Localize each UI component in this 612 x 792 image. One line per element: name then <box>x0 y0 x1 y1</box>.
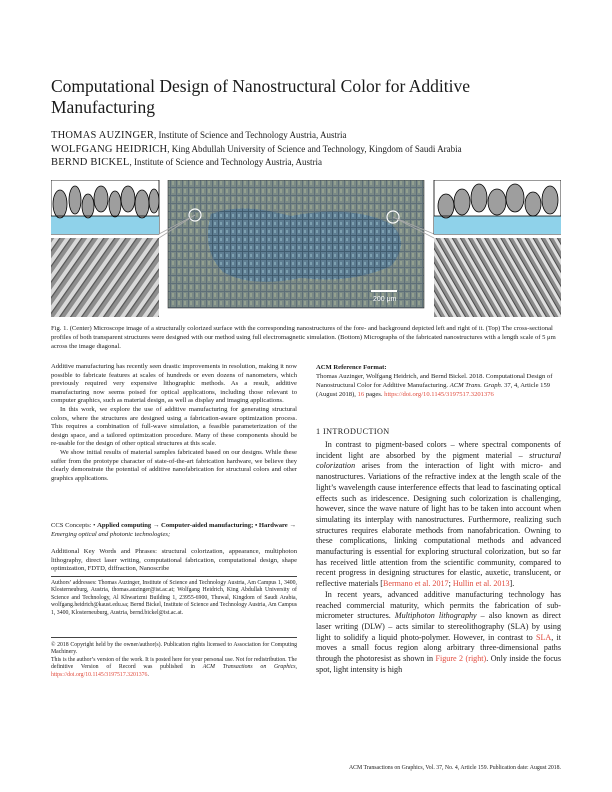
teaser-figure <box>51 180 561 317</box>
abstract-paragraph: In this work, we explore the use of additive manufacturing for generating structural colors, where the structures are designed using a fabrication-aware optimization process. This requires a combination of full-wave simulation, a feasible parameterization of the design space, and a tailored optimization procedure. Many of these components should be re-usable for the design of other optical structures at this scale. <box>51 405 297 448</box>
ccs-concept: • Hardware <box>254 522 288 529</box>
author-name: WOLFGANG HEIDRICH <box>51 143 168 155</box>
abstract <box>51 363 297 483</box>
center-microscope-image <box>159 180 434 308</box>
caption-text: (Center) Microscope image of a structurally colorized surface with the corresponding nanostructures of the fore- and background depicted left and right of it. (Top) The cross-sectional profiles of both transparent structures were designed with our method using full electromagnetic simulation. (Bottom) Micrographs of the fabricated nanostructures with a length scale of 5 μm across the image diagonal. <box>51 325 556 350</box>
left-cross-section <box>51 180 159 234</box>
figure-link[interactable]: Figure 2 (right) <box>435 654 487 664</box>
figure-caption <box>51 325 561 351</box>
copyright-line: This is the author’s version of the work. It is posted here for your personal use. Not for redistribution. The definitive Version of Record was published in ACM Transactions on Graphics, https://doi.org/10.1145/3197517.3201376. <box>51 656 297 678</box>
body-paragraph: In contrast to pigment-based colors – where spectral components of incident light are absorbed by the pigment material – structural colorization arises from the interaction of light with micro- and nanostructures. Variations of the refractive index at the length scale of the light’s wavelength cause interference effects that lead to fascinating optical effects such as iridescence. Designing such colorization is challenging, however, since the wave nature of light has to be taken into account when simulating its interplay with nanostructures. Furthermore, realizing such structures requires elaborate methods from nanofabrication. Owning to these complications, linking computational methods and advanced manufacturing is essential for exploring structural colorization, but so far has received little attention from the scientific community, compared to recent progress in designing structures for elastic, auxetic, translucent, or reflective materials [Bermano et al. 2017; Hullin et al. 2013]. <box>316 440 561 589</box>
keywords: Additional Key Words and Phrases: structural colorization, appearance, multiphoton lithography, direct laser writing, computational fabrication, computational design, shape optimization, FDTD, diffraction, Nanoscribe <box>51 548 297 573</box>
author-3 <box>51 156 591 170</box>
divider <box>51 637 297 638</box>
ccs-concept: → Emerging optical and photonic technologies; <box>51 522 296 538</box>
paper-title: Computational Design of Nanostructural Color for Additive Manufacturing <box>51 76 470 117</box>
author-name: THOMAS AUZINGER <box>51 130 155 141</box>
scale-bar <box>371 290 397 292</box>
introduction-text <box>316 440 561 675</box>
left-micrograph <box>51 238 159 317</box>
citation-link[interactable]: Bermano et al. 2017 <box>382 579 449 589</box>
caption-label: Fig. 1. <box>51 325 69 332</box>
page-footer: ACM Transactions on Graphics, Vol. 37, No. 4, Article 159. Publication date: August 2018. <box>348 765 561 771</box>
acronym-link[interactable]: SLA <box>535 632 552 642</box>
copyright-notice <box>51 642 297 679</box>
pages-link[interactable]: 16 <box>357 391 365 398</box>
author-affiliation: , Institute of Science and Technology Austria, Austria <box>154 130 347 140</box>
acm-reference: ACM Reference Format: Thomas Auzinger, Wolfgang Heidrich, and Bernd Bickel. 2018. Computational Design of Nanostructural Color for Additive Manufacturing. ACM Trans. Graph. 37, 4, Article 159 (August 2018), 16 pages. https://doi.org/10.1145/3197517.3201376 <box>316 363 561 399</box>
author-affiliation: , King Abdullah University of Science and Technology, Kingdom of Saudi Arabia <box>167 143 462 154</box>
reference-heading: ACM Reference Format: <box>316 364 387 371</box>
doi-link[interactable]: https://doi.org/10.1145/3197517.3201376 <box>384 391 494 398</box>
abstract-paragraph: We show initial results of material samples fabricated based on our designs. While these suffer from the prototype character of state-of-the-art fabrication hardware, we believe they clearly demonstrate the potential of additive nanofabrication for structural colors and other graphics applications. <box>51 448 297 482</box>
doi-link[interactable]: https://doi.org/10.1145/3197517.3201376 <box>51 671 148 678</box>
ccs-concepts <box>51 522 297 539</box>
citation-link[interactable]: Hullin et al. 2013 <box>452 579 510 589</box>
right-cross-section <box>434 180 561 234</box>
copyright-line: © 2018 Copyright held by the owner/author(s). Publication rights licensed to Association for Computing Machinery. <box>51 642 297 656</box>
body-paragraph: In recent years, advanced additive manufacturing technology has reached commercial maturity, which permits the fabrication of sub-micrometer structures. Multiphoton lithography – also known as direct laser writing (DLW) – acts similar to stereolithography (SLA) by using light to solidify a liquid photo-polymer. However, in contrast to SLA, it moves a small focus region along arbitrary three-dimensional paths through the photoresist as shown in Figure 2 (right). Only inside the focus spot, light intensity is high <box>316 589 562 674</box>
author-list <box>51 129 591 170</box>
ccs-concept: → Computer-aided manufacturing; <box>152 522 254 529</box>
ccs-concept: Applied computing <box>97 522 152 529</box>
scale-bar-label: 200 μm <box>373 296 397 303</box>
author-2 <box>51 143 591 157</box>
ccs-label: CCS Concepts: • <box>51 522 96 529</box>
author-name: BERND BICKEL <box>51 157 130 168</box>
abstract-paragraph: Additive manufacturing has recently seen drastic improvements in resolution, making it now possible to fabricate features at scales of hundreds or even dozens of nanometers, which previously required very expensive lithographic methods. As a result, additive manufacturing now seems poised for optical applications, including those relevant to computer graphics, such as material design, as well as display and imaging applications. <box>51 363 297 405</box>
author-1 <box>51 129 591 143</box>
section-heading: 1 INTRODUCTION <box>316 427 390 436</box>
right-micrograph <box>434 238 561 317</box>
divider <box>51 576 297 577</box>
author-affiliation: , Institute of Science and Technology Austria, Austria <box>129 157 322 167</box>
author-addresses: Authors’ addresses: Thomas Auzinger, Institute of Science and Technology Austria, Am Campus 1, 3400, Klosterneuburg, Austria, thomas.auzinger@ist.ac.at; Wolfgang Heidrich, King Abdullah University of Science and Technology, Al Khwarizmi Building 1, 23955-6900, Thuwal, Kingdom of Saudi Arabia, wolfgang.heidrich@kaust.edu.sa; Bernd Bickel, Institute of Science and Technology Austria, Am Campus 1, 3400, Klosterneuburg, Austria, bernd.bickel@ist.ac.at. <box>51 580 297 616</box>
